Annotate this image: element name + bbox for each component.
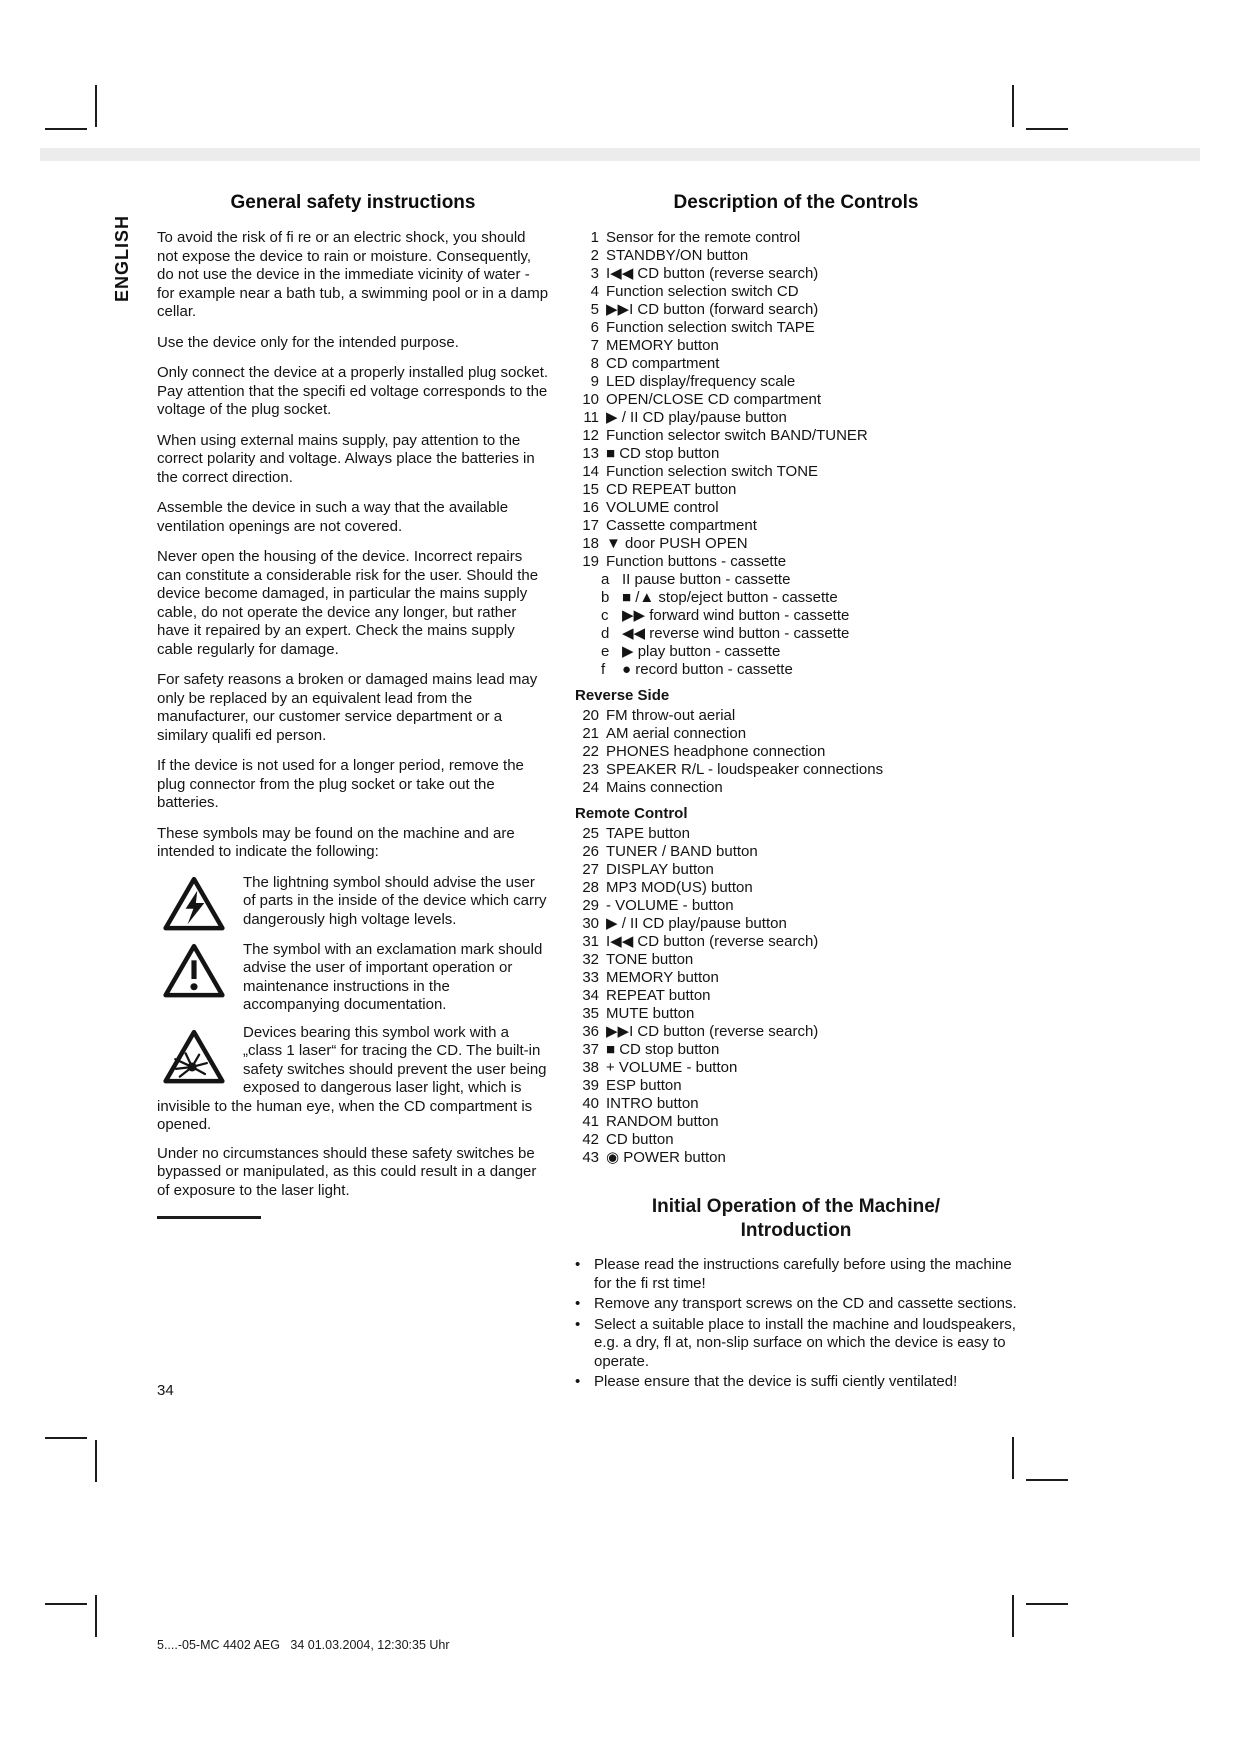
control-number: 12 — [582, 427, 599, 444]
reverse-side-item — [575, 725, 1017, 743]
control-label: Function selection switch TONE — [606, 463, 819, 480]
control-number: 43 — [582, 1149, 599, 1166]
exclamation-triangle-icon — [157, 941, 231, 1015]
crop-mark — [1026, 128, 1068, 130]
control-number: 41 — [582, 1113, 599, 1130]
bullet-item — [575, 1295, 1017, 1314]
symbol-row-lightning — [157, 874, 549, 932]
control-item — [575, 283, 1017, 301]
control-item — [575, 445, 1017, 463]
control-label: CD REPEAT button — [606, 481, 737, 498]
control-item — [575, 229, 1017, 247]
cassette-button-label: ● record button - cassette — [622, 661, 793, 678]
control-number: 22 — [582, 743, 599, 760]
cassette-button-label: ◀◀ reverse wind button - cassette — [622, 625, 850, 642]
control-item — [575, 553, 1017, 571]
control-number: 33 — [582, 969, 599, 986]
control-label: DISPLAY button — [606, 861, 714, 878]
control-number: 34 — [582, 987, 599, 1004]
cassette-button-item — [601, 643, 1017, 661]
remote-control-item — [575, 969, 1017, 987]
control-number: 32 — [582, 951, 599, 968]
initial-operation-title — [575, 1195, 1017, 1243]
control-number: 28 — [582, 879, 599, 896]
remote-control-item — [575, 879, 1017, 897]
control-number: 37 — [582, 1041, 599, 1058]
control-item — [575, 409, 1017, 427]
control-number: 29 — [582, 897, 599, 914]
control-label: TUNER / BAND button — [606, 843, 758, 860]
control-label: AM aerial connection — [606, 725, 747, 742]
initial-operation-title-line1: Initial Operation of the Machine/ — [651, 1196, 941, 1217]
symbol-row-laser — [157, 1024, 549, 1135]
control-label: LED display/frequency scale — [606, 373, 796, 390]
remote-control-item — [575, 1023, 1017, 1041]
control-label: CD button — [606, 1131, 674, 1148]
reverse-side-item — [575, 761, 1017, 779]
bullet-text: • Select a suitable place to install the machine and loudspeakers, e.g. a dry, fl at, non-slip surface on which the device is easy to operate. — [594, 1315, 1016, 1370]
control-label: TAPE button — [606, 825, 690, 842]
control-item — [575, 391, 1017, 409]
control-number: 14 — [582, 463, 599, 480]
reverse-side-item — [575, 743, 1017, 761]
control-label: - VOLUME - button — [606, 897, 734, 914]
control-number: 30 — [582, 915, 599, 932]
control-item — [575, 499, 1017, 517]
control-label: ▼ door PUSH OPEN — [606, 535, 748, 552]
crop-mark — [45, 1437, 87, 1439]
initial-operation-bullets — [575, 1256, 1017, 1392]
control-number: 31 — [582, 933, 599, 950]
remote-control-item — [575, 1131, 1017, 1149]
safety-paragraph: Only connect the device at a properly installed plug socket. Pay attention that the specifi ed voltage corresponds to the voltage of the plug socket. — [157, 364, 549, 418]
bullet-text: • Please ensure that the device is suffi ciently ventilated! — [594, 1373, 958, 1390]
crop-mark — [95, 85, 97, 127]
control-label: Function selection switch CD — [606, 283, 799, 300]
control-label: MEMORY button — [606, 969, 719, 986]
control-item — [575, 427, 1017, 445]
safety-instructions-title: General safety instructions — [230, 192, 476, 213]
safety-paragraph: Assemble the device in such a way that the available ventilation openings are not covered. — [157, 499, 509, 535]
control-number: 7 — [590, 337, 599, 354]
control-item — [575, 265, 1017, 283]
lightning-symbol-text: The lightning symbol should advise the user of parts in the inside of the device which carry dangerously high voltage levels. — [243, 873, 547, 928]
remote-control-item — [575, 1095, 1017, 1113]
remote-control-item — [575, 1149, 1017, 1167]
control-number: 39 — [582, 1077, 599, 1094]
control-number: 15 — [582, 481, 599, 498]
right-column — [575, 192, 1017, 1394]
section-end-rule — [157, 1216, 261, 1219]
control-number: 11 — [583, 409, 599, 426]
cassette-button-item — [601, 589, 1017, 607]
control-number: 3 — [590, 265, 599, 282]
remote-control-item — [575, 987, 1017, 1005]
cassette-button-item — [601, 625, 1017, 643]
cassette-button-label: ■ /▲ stop/eject button - cassette — [622, 589, 838, 606]
control-number: 20 — [582, 707, 599, 724]
crop-mark — [1012, 1437, 1014, 1479]
control-number: 42 — [582, 1131, 599, 1148]
control-label: SPEAKER R/L - loudspeaker connections — [606, 761, 884, 778]
control-item — [575, 319, 1017, 337]
remote-control-item — [575, 1041, 1017, 1059]
crop-mark — [95, 1595, 97, 1637]
control-label: MUTE button — [606, 1005, 695, 1022]
control-number: 8 — [590, 355, 599, 372]
crop-mark — [95, 1440, 97, 1482]
control-item — [575, 481, 1017, 499]
control-label: I◀◀ CD button (reverse search) — [606, 933, 819, 950]
control-label: Cassette compartment — [606, 517, 757, 534]
remote-control-item — [575, 933, 1017, 951]
laser-triangle-icon — [157, 1027, 231, 1085]
bullet-text: • Remove any transport screws on the CD and cassette sections. — [594, 1295, 1017, 1312]
remote-control-item — [575, 843, 1017, 861]
control-number: 19 — [582, 553, 599, 570]
control-number: 25 — [582, 825, 599, 842]
control-number: 26 — [582, 843, 599, 860]
remote-control-item — [575, 1077, 1017, 1095]
control-number: 23 — [582, 761, 599, 778]
reverse-side-item — [575, 707, 1017, 725]
cassette-button-letter: e — [601, 643, 610, 660]
exclamation-symbol-text: The symbol with an exclamation mark should advise the user of important operation or maintenance instructions in the accompanying documentation. — [243, 940, 543, 1013]
control-number: 18 — [582, 535, 599, 552]
page-content — [157, 192, 1017, 1394]
cassette-button-item — [601, 571, 1017, 589]
remote-control-heading: Remote Control — [575, 805, 688, 822]
control-item — [575, 463, 1017, 481]
control-label: ■ CD stop button — [606, 445, 720, 462]
control-label: ▶▶I CD button (forward search) — [606, 301, 819, 318]
control-number: 6 — [590, 319, 599, 336]
cassette-button-label: II pause button - cassette — [622, 571, 791, 588]
print-footer: 5....-05-MC 4402 AEG 34 01.03.2004, 12:30:35 Uhr — [157, 1638, 450, 1652]
safety-paragraph: To avoid the risk of fi re or an electric shock, you should not expose the device to rain or moisture. Consequently, do not use the device in the immediate vicinity of water - for example near a bath tub, a swimming pool or in a damp cellar. — [157, 229, 549, 320]
control-label: INTRO button — [606, 1095, 699, 1112]
controls-list — [575, 229, 1017, 571]
control-label: Function selection switch TAPE — [606, 319, 815, 336]
remote-control-item — [575, 1059, 1017, 1077]
control-label: STANDBY/ON button — [606, 247, 749, 264]
reverse-side-item — [575, 779, 1017, 797]
control-label: ■ CD stop button — [606, 1041, 720, 1058]
cassette-button-letter: a — [601, 571, 610, 588]
safety-paragraphs — [157, 229, 549, 862]
control-label: ESP button — [606, 1077, 682, 1094]
symbol-row-exclamation — [157, 941, 549, 1015]
remote-control-list — [575, 825, 1017, 1167]
control-label: ▶ / II CD play/pause button — [606, 409, 787, 426]
cassette-button-label: ▶ play button - cassette — [622, 643, 781, 660]
language-tab: ENGLISH — [112, 214, 132, 302]
cassette-button-item — [601, 607, 1017, 625]
control-number: 9 — [590, 373, 599, 390]
crop-mark — [1012, 85, 1014, 127]
control-label: MP3 MOD(US) button — [606, 879, 753, 896]
reverse-side-list — [575, 707, 1017, 797]
control-label: Function selector switch BAND/TUNER — [606, 427, 868, 444]
left-column — [157, 192, 549, 1394]
control-number: 38 — [582, 1059, 599, 1076]
remote-control-item — [575, 915, 1017, 933]
controls-title: Description of the Controls — [673, 192, 919, 213]
control-item — [575, 301, 1017, 319]
control-item — [575, 337, 1017, 355]
cassette-button-letter: c — [601, 607, 609, 624]
control-item — [575, 355, 1017, 373]
control-item — [575, 373, 1017, 391]
crop-mark — [1026, 1479, 1068, 1481]
control-label: RANDOM button — [606, 1113, 719, 1130]
control-number: 10 — [582, 391, 599, 408]
scan-artifact-strip — [40, 148, 1200, 161]
remote-control-item — [575, 897, 1017, 915]
control-label: ▶▶I CD button (reverse search) — [606, 1023, 819, 1040]
cassette-button-label: ▶▶ forward wind button - cassette — [622, 607, 850, 624]
bullet-item — [575, 1256, 1017, 1293]
control-label: REPEAT button — [606, 987, 711, 1004]
safety-paragraph: These symbols may be found on the machine and are intended to indicate the following: — [157, 824, 515, 860]
bullet-text: • Please read the instructions carefully before using the machine for the fi rst time! — [594, 1256, 1012, 1292]
closing-paragraph: Under no circumstances should these safety switches be bypassed or manipulated, as this could result in a danger of exposure to the laser light. — [157, 1144, 537, 1199]
control-item — [575, 517, 1017, 535]
control-label: CD compartment — [606, 355, 720, 372]
control-label: Function buttons - cassette — [606, 553, 787, 570]
initial-operation-title-line2: Introduction — [740, 1220, 852, 1241]
control-label: + VOLUME - button — [606, 1059, 738, 1076]
reverse-side-heading: Reverse Side — [575, 687, 670, 704]
remote-control-item — [575, 861, 1017, 879]
control-label: ◉ POWER button — [606, 1149, 726, 1166]
control-label: OPEN/CLOSE CD compartment — [606, 391, 822, 408]
control-number: 2 — [590, 247, 599, 264]
lightning-triangle-icon — [157, 874, 231, 932]
control-label: TONE button — [606, 951, 694, 968]
safety-paragraph: When using external mains supply, pay attention to the correct polarity and voltage. Always place the batteries in the correct direction. — [157, 431, 535, 486]
crop-mark — [1026, 1603, 1068, 1605]
control-label: Mains connection — [606, 779, 723, 796]
control-number: 40 — [582, 1095, 599, 1112]
remote-control-item — [575, 951, 1017, 969]
control-number: 24 — [582, 779, 599, 796]
control-label: ▶ / II CD play/pause button — [606, 915, 787, 932]
laser-symbol-text: Devices bearing this symbol work with a „class 1 laser“ for tracing the CD. The built-in safety switches should prevent the user being exposed to dangerous laser light, which is invisible to the human eye, when the CD compartment is opened. — [157, 1023, 547, 1133]
crop-mark — [45, 128, 87, 130]
control-label: PHONES headphone connection — [606, 743, 826, 760]
control-number: 5 — [590, 301, 599, 318]
control-number: 35 — [582, 1005, 599, 1022]
remote-control-item — [575, 1113, 1017, 1131]
cassette-button-letter: b — [601, 589, 610, 606]
control-label: FM throw-out aerial — [606, 707, 736, 724]
control-number: 4 — [590, 283, 599, 300]
control-item — [575, 535, 1017, 553]
safety-paragraph: Use the device only for the intended purpose. — [157, 333, 459, 351]
control-number: 17 — [582, 517, 599, 534]
page-number: 34 — [157, 1382, 174, 1399]
cassette-button-item — [601, 661, 1017, 679]
bullet-item — [575, 1373, 1017, 1392]
control-number: 36 — [582, 1023, 599, 1040]
control-item — [575, 247, 1017, 265]
control-number: 16 — [582, 499, 599, 516]
bullet-item — [575, 1316, 1017, 1372]
control-label: MEMORY button — [606, 337, 719, 354]
remote-control-item — [575, 1005, 1017, 1023]
remote-control-item — [575, 825, 1017, 843]
control-label: VOLUME control — [606, 499, 719, 516]
safety-paragraph: For safety reasons a broken or damaged mains lead may only be replaced by an equivalent lead from the manufacturer, our customer service department or a similary qualifi ed person. — [157, 671, 538, 744]
safety-paragraph: Never open the housing of the device. Incorrect repairs can constitute a considerable risk for the user. Should the device become damaged, in particular the mains supply cable, do not operate the device any longer, but rather have it repaired by an expert. Check the mains supply cable regularly for damage. — [157, 548, 539, 658]
crop-mark — [45, 1603, 87, 1605]
control-number: 13 — [582, 445, 599, 462]
cassette-button-letter: f — [601, 661, 606, 678]
crop-mark — [1012, 1595, 1014, 1637]
control-number: 21 — [582, 725, 599, 742]
control-label: I◀◀ CD button (reverse search) — [606, 265, 819, 282]
control-label: Sensor for the remote control — [606, 229, 801, 246]
control-number: 27 — [582, 861, 599, 878]
safety-paragraph: If the device is not used for a longer period, remove the plug connector from the plug socket or take out the batteries. — [157, 757, 524, 811]
cassette-buttons-list — [575, 571, 1017, 679]
cassette-button-letter: d — [601, 625, 610, 642]
control-number: 1 — [590, 229, 599, 246]
